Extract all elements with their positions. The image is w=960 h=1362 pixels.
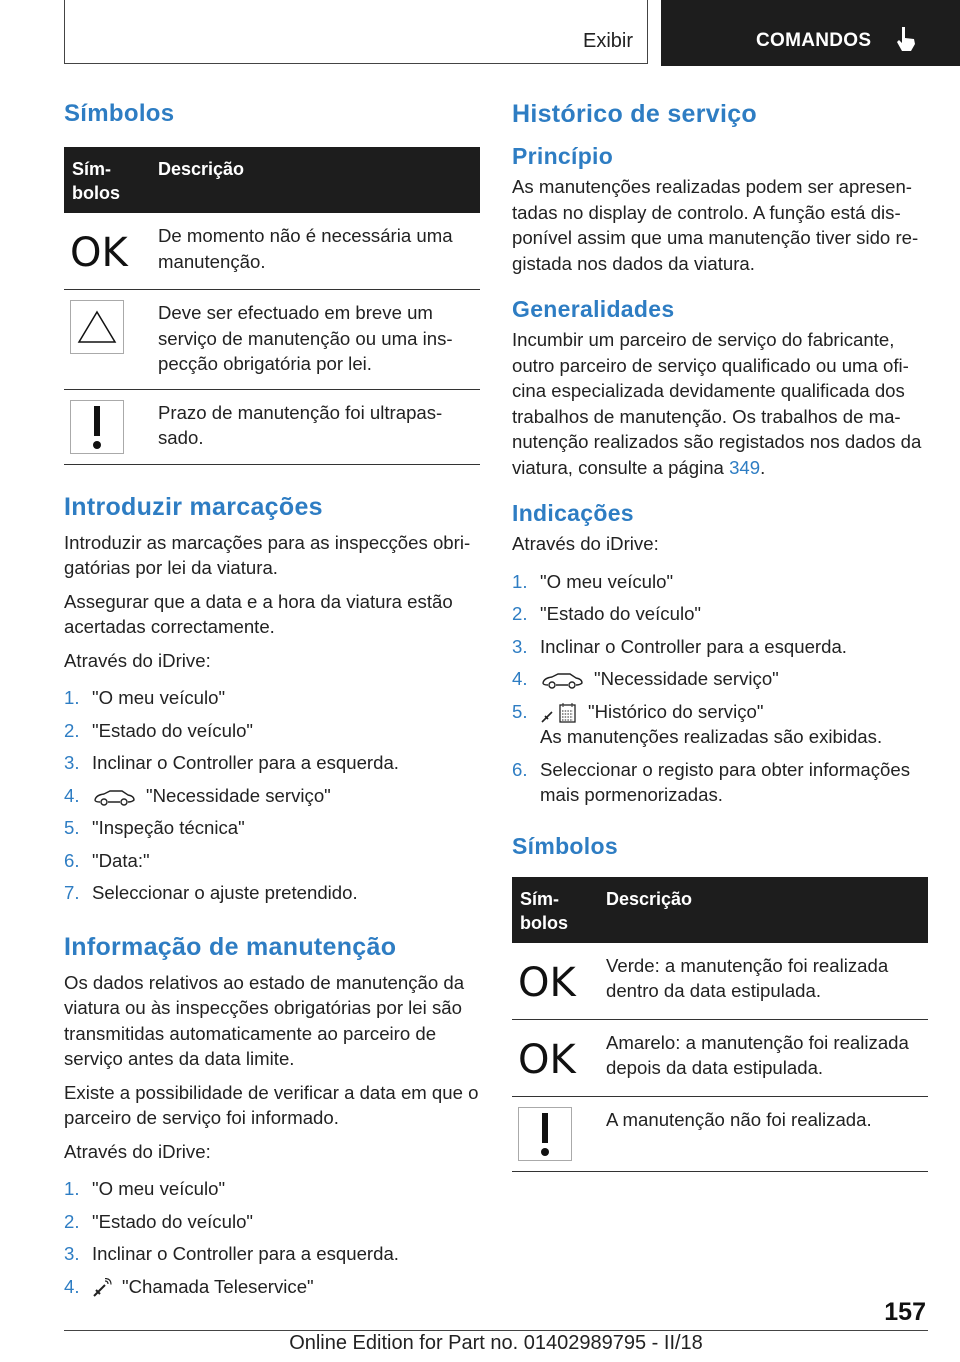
row-desc: Deve ser efectuado em breve um serviço de manutenção ou uma ins-pecção obrigatória por lei. bbox=[150, 290, 480, 390]
list-item: 1. "O meu veículo" bbox=[512, 570, 674, 592]
list-item: 2. "Estado do veículo" bbox=[64, 719, 254, 741]
info-p2: Existe a possibilidade de verificar a data em que o parceiro de serviço foi informado. bbox=[64, 1081, 479, 1128]
table-row bbox=[64, 290, 480, 390]
list-item: 2. "Estado do veículo" bbox=[512, 603, 702, 624]
symbols-table-right bbox=[512, 877, 928, 1172]
list-item: 3. Inclinar o Controller para a esquerda. bbox=[64, 752, 399, 773]
left-column bbox=[64, 100, 480, 1306]
list-item: 6. "Data:" bbox=[64, 849, 150, 871]
list-item: 5. "Inspeção técnica" bbox=[64, 817, 245, 838]
row-desc: Amarelo: a manutenção foi realizada depois da data estipulada. bbox=[598, 1019, 928, 1096]
list-item: 4. "Necessidade serviço" bbox=[64, 784, 331, 806]
info-p1: Os dados relativos ao estado de manutenção da viatura ou às inspecções obrigatórias por lei são transmitidas automaticamente ao parceiro de serviço antes da data limite. bbox=[64, 971, 465, 1069]
col-symbol-header: Sím- bolos bbox=[64, 147, 150, 213]
teleservice-icon bbox=[92, 1278, 112, 1298]
exclamation-icon bbox=[70, 400, 124, 454]
symbols-heading-right: Símbolos bbox=[512, 832, 618, 859]
footer-divider bbox=[64, 1330, 928, 1331]
ok-symbol: OK bbox=[518, 959, 576, 1006]
indications-heading: Indicações bbox=[512, 500, 634, 526]
principle-text: As manutenções realizadas podem ser apresen-tadas no display de controlo. A função está dis-ponível assim que uma manutenção tiver sido re-gistada nos dados da viatura. bbox=[512, 176, 919, 274]
general-heading: Generalidades bbox=[512, 296, 675, 322]
step-note: As manutenções realizadas são exibidas. bbox=[540, 726, 883, 747]
table-row bbox=[512, 943, 928, 1020]
intro-p2: Assegurar que a data e a hora da viatura estão acertadas correctamente. bbox=[64, 590, 453, 637]
col-symbol-header: Sím- bolos bbox=[512, 877, 598, 943]
hand-pointer-icon bbox=[894, 25, 918, 53]
general-text: Incumbir um parceiro de serviço do fabricante, outro parceiro de serviço qualificado ou uma ofi-cina especializada devidamente qualificada dos trabalhos de manutenção. Os trabalhos de ma-nutenção realizados são registados nos dados da viatura, consulte a página 349. bbox=[512, 329, 922, 478]
intro-steps bbox=[64, 685, 480, 906]
section-label: Exibir bbox=[582, 30, 633, 52]
right-column bbox=[512, 100, 928, 1172]
list-item: 7. Seleccionar o ajuste pretendido. bbox=[64, 882, 358, 903]
warning-triangle-icon bbox=[70, 300, 124, 354]
list-item: 3. Inclinar o Controller para a esquerda. bbox=[512, 635, 847, 657]
indications-steps bbox=[512, 569, 928, 808]
col-desc-header: Descrição bbox=[598, 877, 928, 943]
service-history-icon bbox=[540, 702, 578, 724]
ok-symbol: OK bbox=[518, 1036, 576, 1083]
row-desc: A manutenção não foi realizada. bbox=[598, 1096, 928, 1171]
list-item: 5. "Histórico do serviço" As manutenções realizadas são exibidas. bbox=[512, 700, 883, 747]
section-tab bbox=[64, 0, 648, 64]
symbols-heading-left: Símbolos bbox=[64, 100, 175, 127]
info-p3: Através do iDrive: bbox=[64, 1140, 211, 1162]
list-item: 4. "Necessidade serviço" bbox=[512, 668, 779, 689]
row-desc: Prazo de manutenção foi ultrapas-sado. bbox=[150, 389, 480, 464]
list-item: 3. Inclinar o Controller para a esquerda. bbox=[64, 1243, 399, 1264]
car-icon bbox=[540, 671, 584, 689]
indications-text: Através do iDrive: bbox=[512, 533, 659, 554]
intro-p3: Através do iDrive: bbox=[64, 649, 211, 671]
table-row bbox=[512, 1096, 928, 1171]
list-item: 2. "Estado do veículo" bbox=[64, 1210, 254, 1232]
table-row bbox=[64, 389, 480, 464]
table-row bbox=[64, 213, 480, 290]
page-number: 157 bbox=[884, 1298, 926, 1326]
list-item: 4. "Chamada Teleservice" bbox=[64, 1275, 314, 1297]
car-icon bbox=[92, 788, 136, 806]
list-item: 1. "O meu veículo" bbox=[64, 1178, 226, 1199]
info-steps bbox=[64, 1176, 480, 1299]
service-history-heading: Histórico de serviço bbox=[512, 100, 757, 128]
col-desc-header: Descrição bbox=[150, 147, 480, 213]
table-row bbox=[512, 1019, 928, 1096]
intro-p1: Introduzir as marcações para as inspecções obri-gatórias por lei da viatura. bbox=[64, 531, 471, 578]
principle-heading: Princípio bbox=[512, 143, 614, 169]
info-heading: Informação de manutenção bbox=[64, 932, 397, 961]
intro-heading: Introduzir marcações bbox=[64, 492, 323, 521]
chapter-tab bbox=[661, 0, 960, 66]
edition-footer: Online Edition for Part no. 01402989795 - II/18 bbox=[289, 1332, 703, 1354]
chapter-label: COMANDOS bbox=[756, 30, 872, 51]
ok-symbol: OK bbox=[70, 230, 128, 276]
row-desc: De momento não é necessária uma manutenção. bbox=[150, 213, 480, 290]
list-item: 6. Seleccionar o registo para obter informações mais pormenorizadas. bbox=[512, 758, 911, 805]
list-item: 1. "O meu veículo" bbox=[64, 687, 226, 708]
exclamation-icon bbox=[518, 1107, 572, 1161]
row-desc: Verde: a manutenção foi realizada dentro da data estipulada. bbox=[598, 943, 928, 1020]
symbols-table-left bbox=[64, 147, 480, 465]
page-header bbox=[0, 0, 960, 66]
page-link[interactable]: 349 bbox=[729, 456, 761, 478]
